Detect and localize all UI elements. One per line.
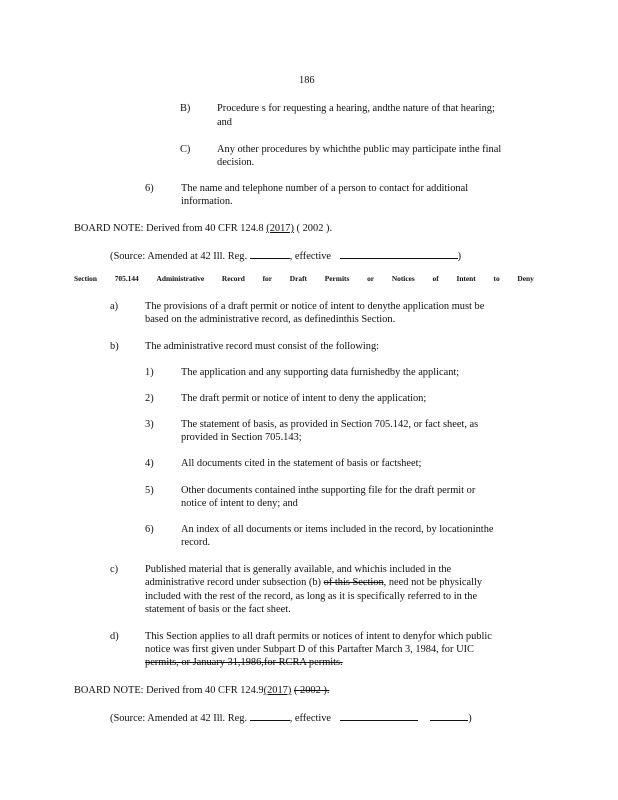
item-6-label: 6): [145, 183, 154, 194]
b-item-2-line1: The draft permit or notice of intent to deny the application;: [181, 393, 427, 404]
source-2-suffix: ): [468, 713, 472, 724]
para-b-line1: The administrative record must consist of the following:: [145, 341, 380, 352]
item-6-text-line1: The name and telephone number of a person to contact for additional: [181, 183, 469, 194]
para-c-line4: statement of basis or the fact sheet.: [145, 604, 291, 615]
para-c-line1: Published material that is generally available, and whichis included in the: [145, 564, 452, 575]
board-note-2-old-year: ( 2002 ).: [293, 685, 330, 696]
b-item-4-line1: All documents cited in the statement of basis or factsheet;: [181, 458, 422, 469]
section-heading-word: Section: [74, 274, 97, 283]
b-item-4-label: 4): [145, 458, 154, 469]
section-heading-word: Notices: [391, 274, 415, 283]
b-item-1-line1: The application and any supporting data furnishedby the applicant;: [181, 367, 460, 378]
section-heading-word: Draft: [289, 274, 307, 283]
section-heading-word: 705.144: [114, 274, 139, 283]
item-b-text-line1: Procedure s for requesting a hearing, andthe nature of that hearing;: [217, 103, 495, 114]
board-note-2: [74, 684, 329, 697]
section-heading: [74, 274, 534, 283]
source-2-prefix: (Source: Amended at 42 Ill. Reg.: [110, 713, 248, 724]
b-item-6-line2: record.: [181, 537, 211, 548]
para-c-line2-post: , need not be physically: [383, 577, 483, 588]
para-c-line3: included with the rest of the record, as long as it is specifically referred to in the: [145, 591, 478, 602]
para-c-line2-pre: administrative record under subsection (b): [145, 577, 322, 588]
section-heading-word: Administrative: [156, 274, 205, 283]
board-note-1: [74, 222, 332, 235]
item-c-text-line1: Any other procedures by whichthe public may participate inthe final: [217, 144, 502, 155]
b-item-3-label: 3): [145, 419, 154, 430]
source-1-middle: , effective: [289, 251, 332, 262]
b-item-1-label: 1): [145, 367, 154, 378]
para-a-line2: based on the administrative record, as definedinthis Section.: [145, 314, 396, 325]
source-1-date-blank: [340, 248, 458, 259]
b-item-6-line1: An index of all documents or items included in the record, by locationinthe: [181, 524, 494, 535]
source-line-2: [110, 710, 472, 725]
b-item-3-line2: provided in Section 705.143;: [181, 432, 302, 443]
source-1-reg-blank: [250, 248, 290, 259]
para-c-deleted-text: of this Section: [323, 577, 384, 588]
b-item-5-line1: Other documents contained inthe supporting file for the draft permit or: [181, 485, 476, 496]
item-c-text-line2: decision.: [217, 157, 255, 168]
b-item-2-label: 2): [145, 393, 154, 404]
item-b-label: B): [180, 103, 191, 114]
source-1-prefix: (Source: Amended at 42 Ill. Reg.: [110, 251, 248, 262]
source-2-reg-blank: [250, 710, 290, 721]
para-c-label: c): [110, 564, 119, 575]
b-item-5-line2: notice of intent to deny; and: [181, 498, 298, 509]
source-2-date-blank-1: [340, 710, 418, 721]
section-heading-word: or: [367, 274, 375, 283]
board-note-2-new-year: (2017): [263, 685, 292, 696]
source-line-1: [110, 248, 461, 263]
section-heading-word: Deny: [517, 274, 534, 283]
source-2-middle: , effective: [289, 713, 332, 724]
item-6-text-line2: information.: [181, 196, 233, 207]
board-note-1-old-year: ( 2002 ).: [296, 223, 333, 234]
b-item-5-label: 5): [145, 485, 154, 496]
board-note-1-prefix: BOARD NOTE: Derived from 40 CFR 124.8: [74, 223, 264, 234]
para-d-label: d): [110, 631, 119, 642]
section-heading-word: Intent: [456, 274, 476, 283]
para-d-line1: This Section applies to all draft permits or notices of intent to denyfor which public: [145, 631, 492, 642]
section-heading-word: of: [432, 274, 439, 283]
board-note-1-new-year: (2017): [266, 223, 294, 234]
section-heading-word: to: [493, 274, 500, 283]
page-number: 186: [299, 75, 315, 86]
section-heading-word: Permits: [324, 274, 350, 283]
section-heading-word: for: [262, 274, 273, 283]
item-b-text-line2: and: [217, 117, 233, 128]
para-a-label: a): [110, 301, 119, 312]
para-b-label: b): [110, 341, 119, 352]
para-d-line2: notice was first given under Subpart D of this Partafter March 3, 1984, for UIC: [145, 644, 474, 655]
b-item-3-line1: The statement of basis, as provided in Section 705.142, or fact sheet, as: [181, 419, 479, 430]
para-a-line1: The provisions of a draft permit or notice of intent to denythe application must be: [145, 301, 485, 312]
source-1-suffix: ): [457, 251, 462, 262]
para-c-line2: [145, 576, 482, 589]
section-heading-word: Record: [221, 274, 245, 283]
source-2-date-blank-2: [430, 710, 468, 721]
board-note-2-prefix: BOARD NOTE: Derived from 40 CFR 124.9: [74, 685, 264, 696]
item-c-label: C): [180, 144, 191, 155]
b-item-6-label: 6): [145, 524, 154, 535]
para-d-deleted-line3: permits, or January 31,1986,for RCRA permits.: [145, 657, 343, 668]
